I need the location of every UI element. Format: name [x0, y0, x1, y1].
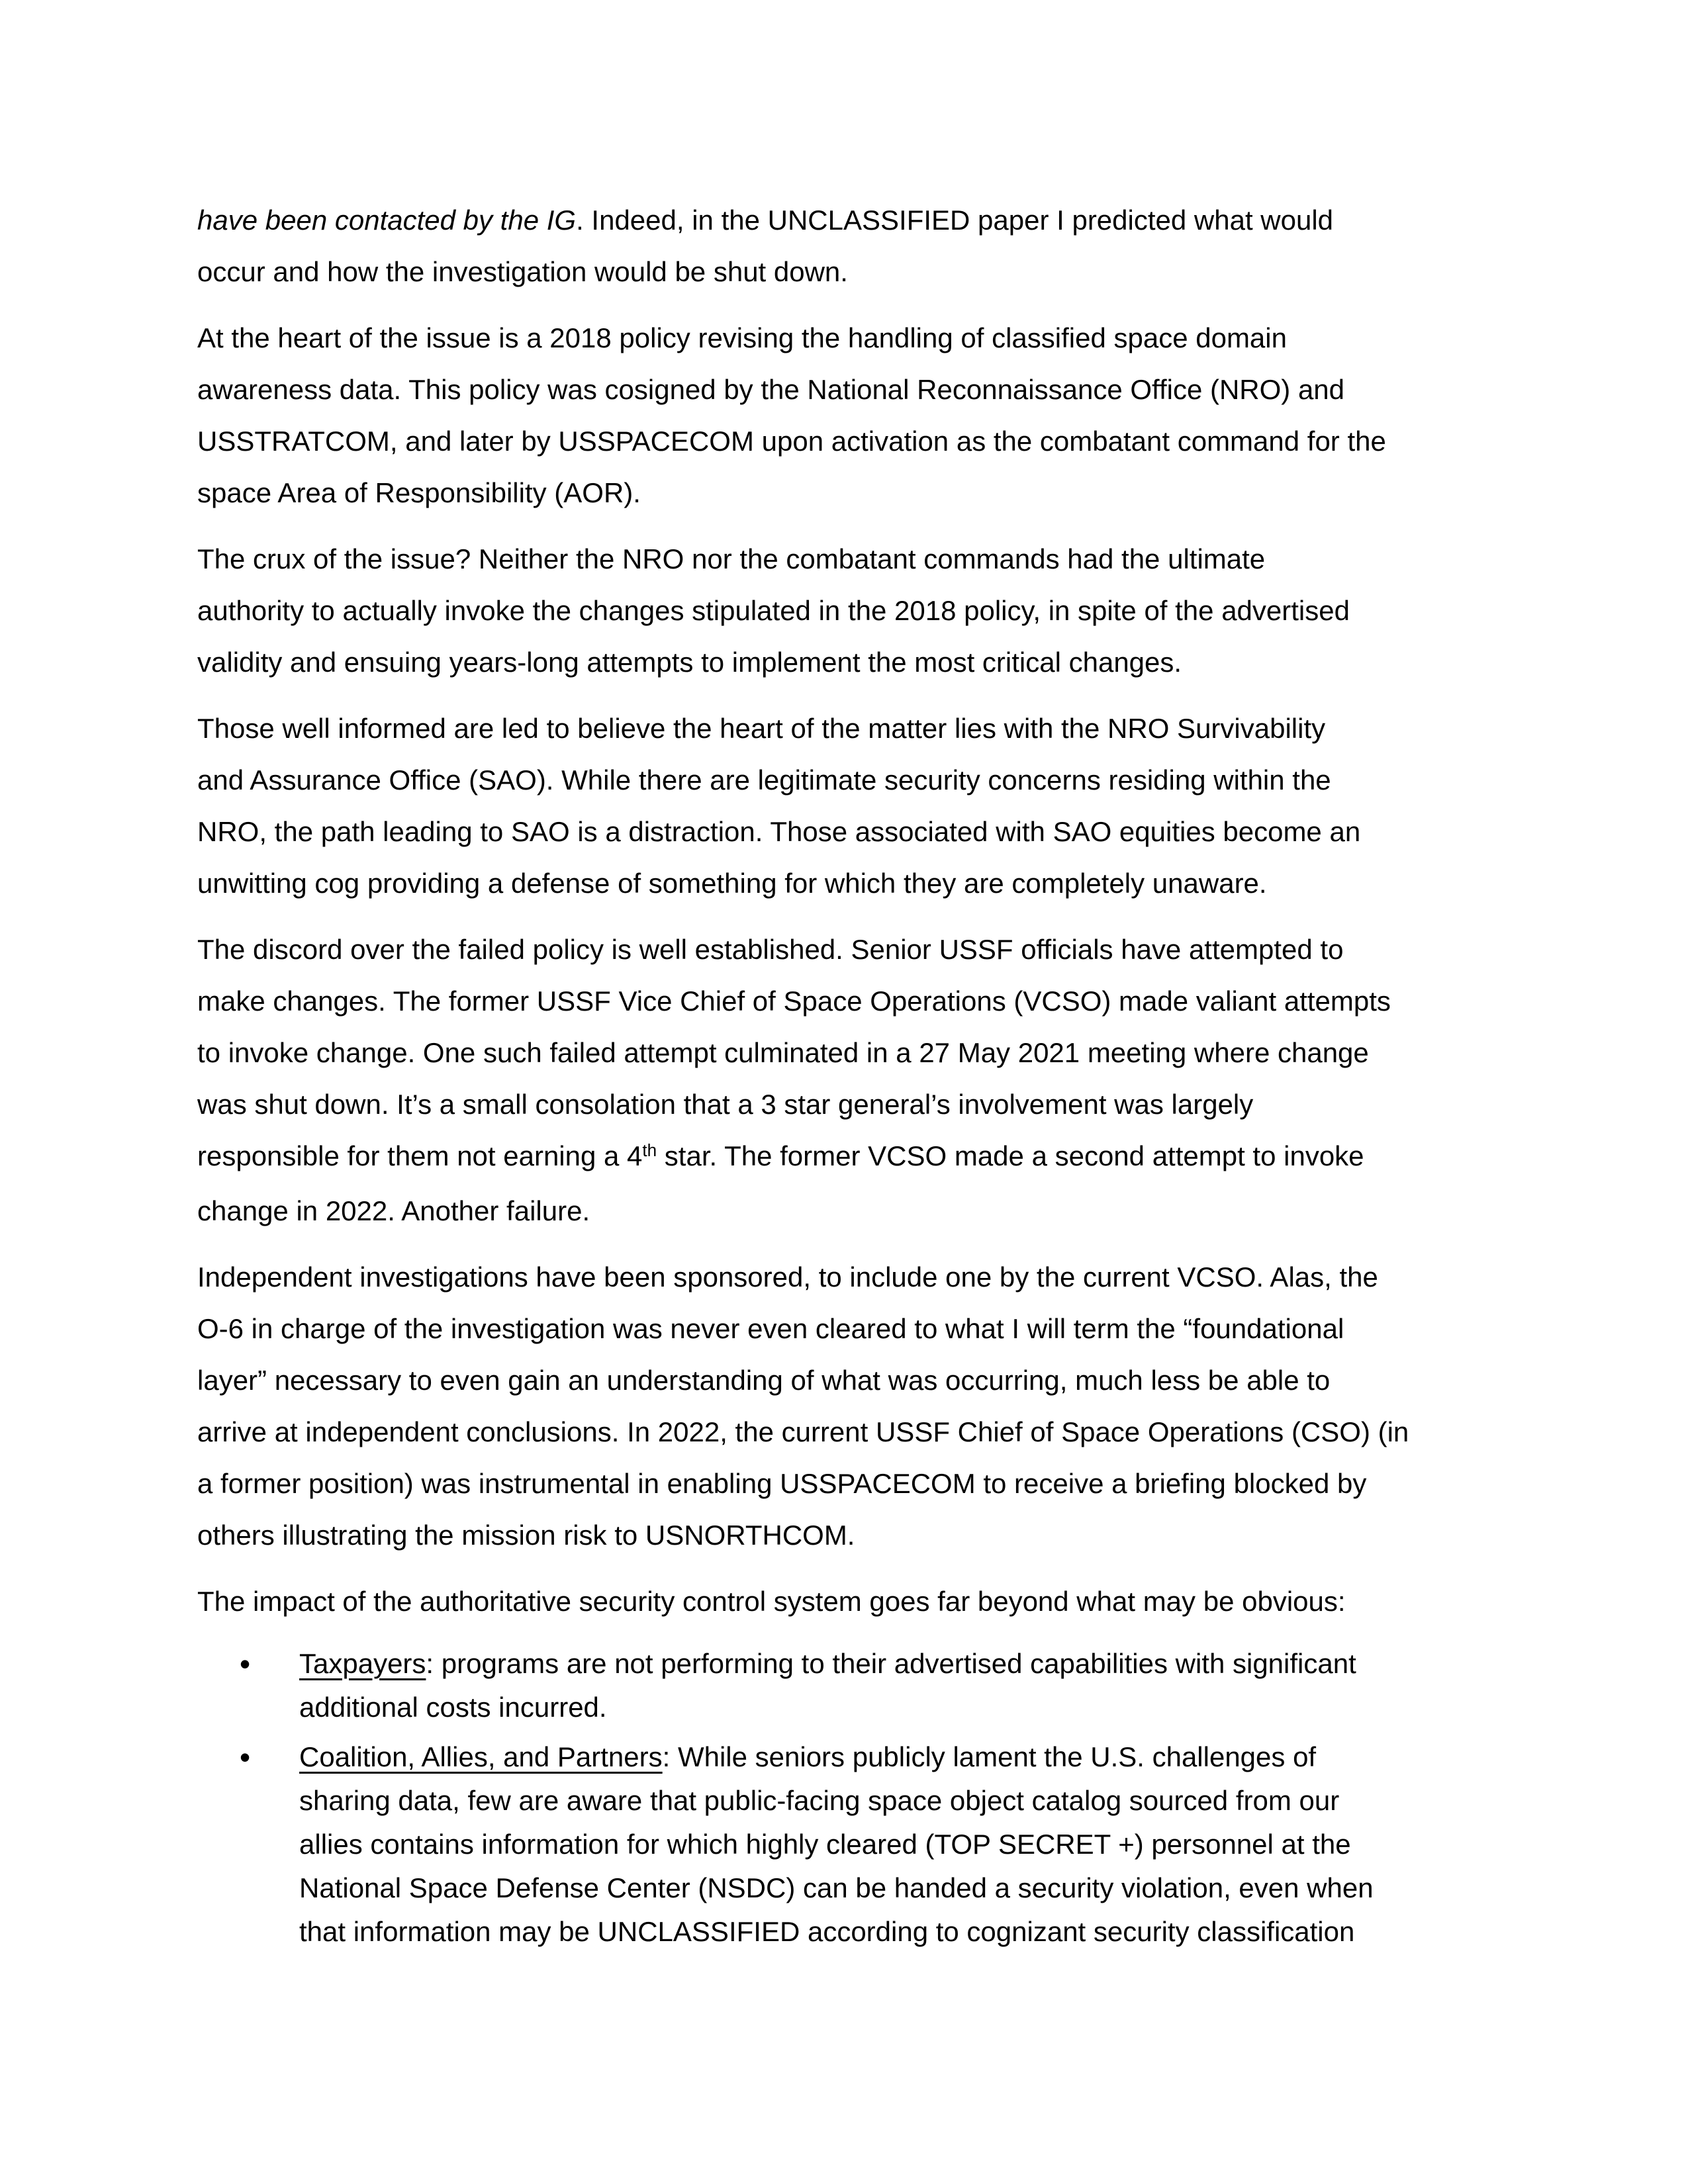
bullet-list: [197, 1642, 1587, 1954]
text-line: [197, 1510, 1587, 1561]
text-run: . Indeed, in the UNCLASSIFIED paper I predicted what would: [576, 205, 1334, 236]
text-line: [299, 1686, 1587, 1729]
text-line: [197, 637, 1587, 688]
text-run: validity and ensuing years-long attempts to implement the most critical changes.: [197, 647, 1182, 678]
text-line: [197, 1576, 1587, 1627]
text-line: [299, 1779, 1587, 1823]
text-run: awareness data. This policy was cosigned by the National Reconnaissance Office (NRO) and: [197, 374, 1345, 405]
text-line: [197, 533, 1587, 585]
text-run: NRO, the path leading to SAO is a distraction. Those associated with SAO equities become an: [197, 816, 1361, 847]
text-run: The impact of the authoritative security control system goes far beyond what may be obvious:: [197, 1586, 1346, 1617]
underline-text-run: Taxpayers: [299, 1648, 426, 1679]
text-run: that information may be UNCLASSIFIED according to cognizant security classification: [299, 1916, 1355, 1947]
text-run: arrive at independent conclusions. In 2022, the current USSF Chief of Space Operations (CSO) (in: [197, 1416, 1409, 1447]
text-run: layer” necessary to even gain an understanding of what was occurring, much less be able to: [197, 1365, 1331, 1396]
italic-text-run: have been contacted by the IG: [197, 205, 577, 236]
text-line: [299, 1735, 1587, 1779]
text-line: [197, 1251, 1587, 1303]
text-line: [197, 858, 1587, 909]
text-line: [197, 1079, 1587, 1130]
text-line: [299, 1642, 1587, 1686]
text-run: space Area of Responsibility (AOR).: [197, 477, 641, 508]
text-line: [299, 1823, 1587, 1866]
bullet-item-content: [299, 1642, 1587, 1729]
bullet-icon: •: [240, 1740, 251, 1774]
text-line: [197, 246, 1587, 298]
paragraph: [197, 703, 1587, 909]
paragraph: [197, 1251, 1587, 1561]
text-line: [197, 585, 1587, 637]
text-line: [197, 1458, 1587, 1510]
superscript-text-run: th: [642, 1140, 657, 1160]
paragraph: [197, 195, 1587, 298]
text-line: [197, 364, 1587, 416]
text-line: [197, 754, 1587, 806]
paragraph: [197, 924, 1587, 1237]
text-line: [197, 703, 1587, 754]
text-line: [197, 976, 1587, 1027]
text-line: [197, 467, 1587, 519]
text-line: [197, 806, 1587, 858]
text-run: authority to actually invoke the changes stipulated in the 2018 policy, in spite of the advertised: [197, 595, 1350, 626]
document-content: [197, 195, 1587, 1960]
bullet-icon: •: [240, 1647, 251, 1681]
text-run: occur and how the investigation would be shut down.: [197, 256, 848, 287]
text-run: unwitting cog providing a defense of something for which they are completely unaware.: [197, 868, 1267, 899]
text-line: [197, 312, 1587, 364]
text-run: a former position) was instrumental in enabling USSPACECOM to receive a briefing blocked by: [197, 1468, 1367, 1499]
text-run: others illustrating the mission risk to USNORTHCOM.: [197, 1520, 855, 1551]
text-run: allies contains information for which highly cleared (TOP SECRET +) personnel at the: [299, 1829, 1351, 1860]
paragraph: [197, 533, 1587, 688]
text-run: make changes. The former USSF Vice Chief of Space Operations (VCSO) made valiant attempts: [197, 985, 1391, 1017]
text-line: [197, 195, 1587, 246]
text-line: [197, 416, 1587, 467]
text-line: [299, 1910, 1587, 1954]
text-line: [197, 1303, 1587, 1355]
text-line: [197, 1406, 1587, 1458]
text-line: [299, 1866, 1587, 1910]
text-run: The discord over the failed policy is well established. Senior USSF officials have attempted to: [197, 934, 1344, 965]
text-line: [197, 1027, 1587, 1079]
text-run: and Assurance Office (SAO). While there are legitimate security concerns residing within the: [197, 764, 1331, 796]
text-run: : programs are not performing to their advertised capabilities with significant: [426, 1648, 1356, 1679]
bullet-item: [197, 1642, 1587, 1729]
text-run: star. The former VCSO made a second attempt to invoke: [657, 1140, 1364, 1171]
text-run: was shut down. It’s a small consolation that a 3 star general’s involvement was largely: [197, 1089, 1254, 1120]
text-run: Those well informed are led to believe the heart of the matter lies with the NRO Survivability: [197, 713, 1326, 744]
text-run: change in 2022. Another failure.: [197, 1195, 590, 1226]
text-line: [197, 1130, 1587, 1185]
text-run: sharing data, few are aware that public-facing space object catalog sourced from our: [299, 1785, 1340, 1816]
text-run: to invoke change. One such failed attempt culminated in a 27 May 2021 meeting where change: [197, 1037, 1369, 1068]
text-line: [197, 924, 1587, 976]
text-run: National Space Defense Center (NSDC) can be handed a security violation, even when: [299, 1872, 1374, 1903]
text-run: : While seniors publicly lament the U.S. challenges of: [662, 1741, 1317, 1772]
bullet-item: [197, 1735, 1587, 1954]
paragraph: [197, 1576, 1587, 1627]
underline-text-run: Coalition, Allies, and Partners: [299, 1741, 663, 1772]
text-run: USSTRATCOM, and later by USSPACECOM upon activation as the combatant command for the: [197, 426, 1386, 457]
text-run: O-6 in charge of the investigation was never even cleared to what I will term the “foundational: [197, 1313, 1344, 1344]
bullet-item-content: [299, 1735, 1587, 1954]
text-run: Independent investigations have been sponsored, to include one by the current VCSO. Alas, the: [197, 1261, 1378, 1293]
text-run: responsible for them not earning a 4: [197, 1140, 643, 1171]
paragraph: [197, 312, 1587, 519]
text-line: [197, 1355, 1587, 1406]
text-run: The crux of the issue? Neither the NRO nor the combatant commands had the ultimate: [197, 543, 1266, 574]
text-run: additional costs incurred.: [299, 1692, 607, 1723]
text-line: [197, 1185, 1587, 1237]
text-run: At the heart of the issue is a 2018 policy revising the handling of classified space domain: [197, 322, 1287, 353]
